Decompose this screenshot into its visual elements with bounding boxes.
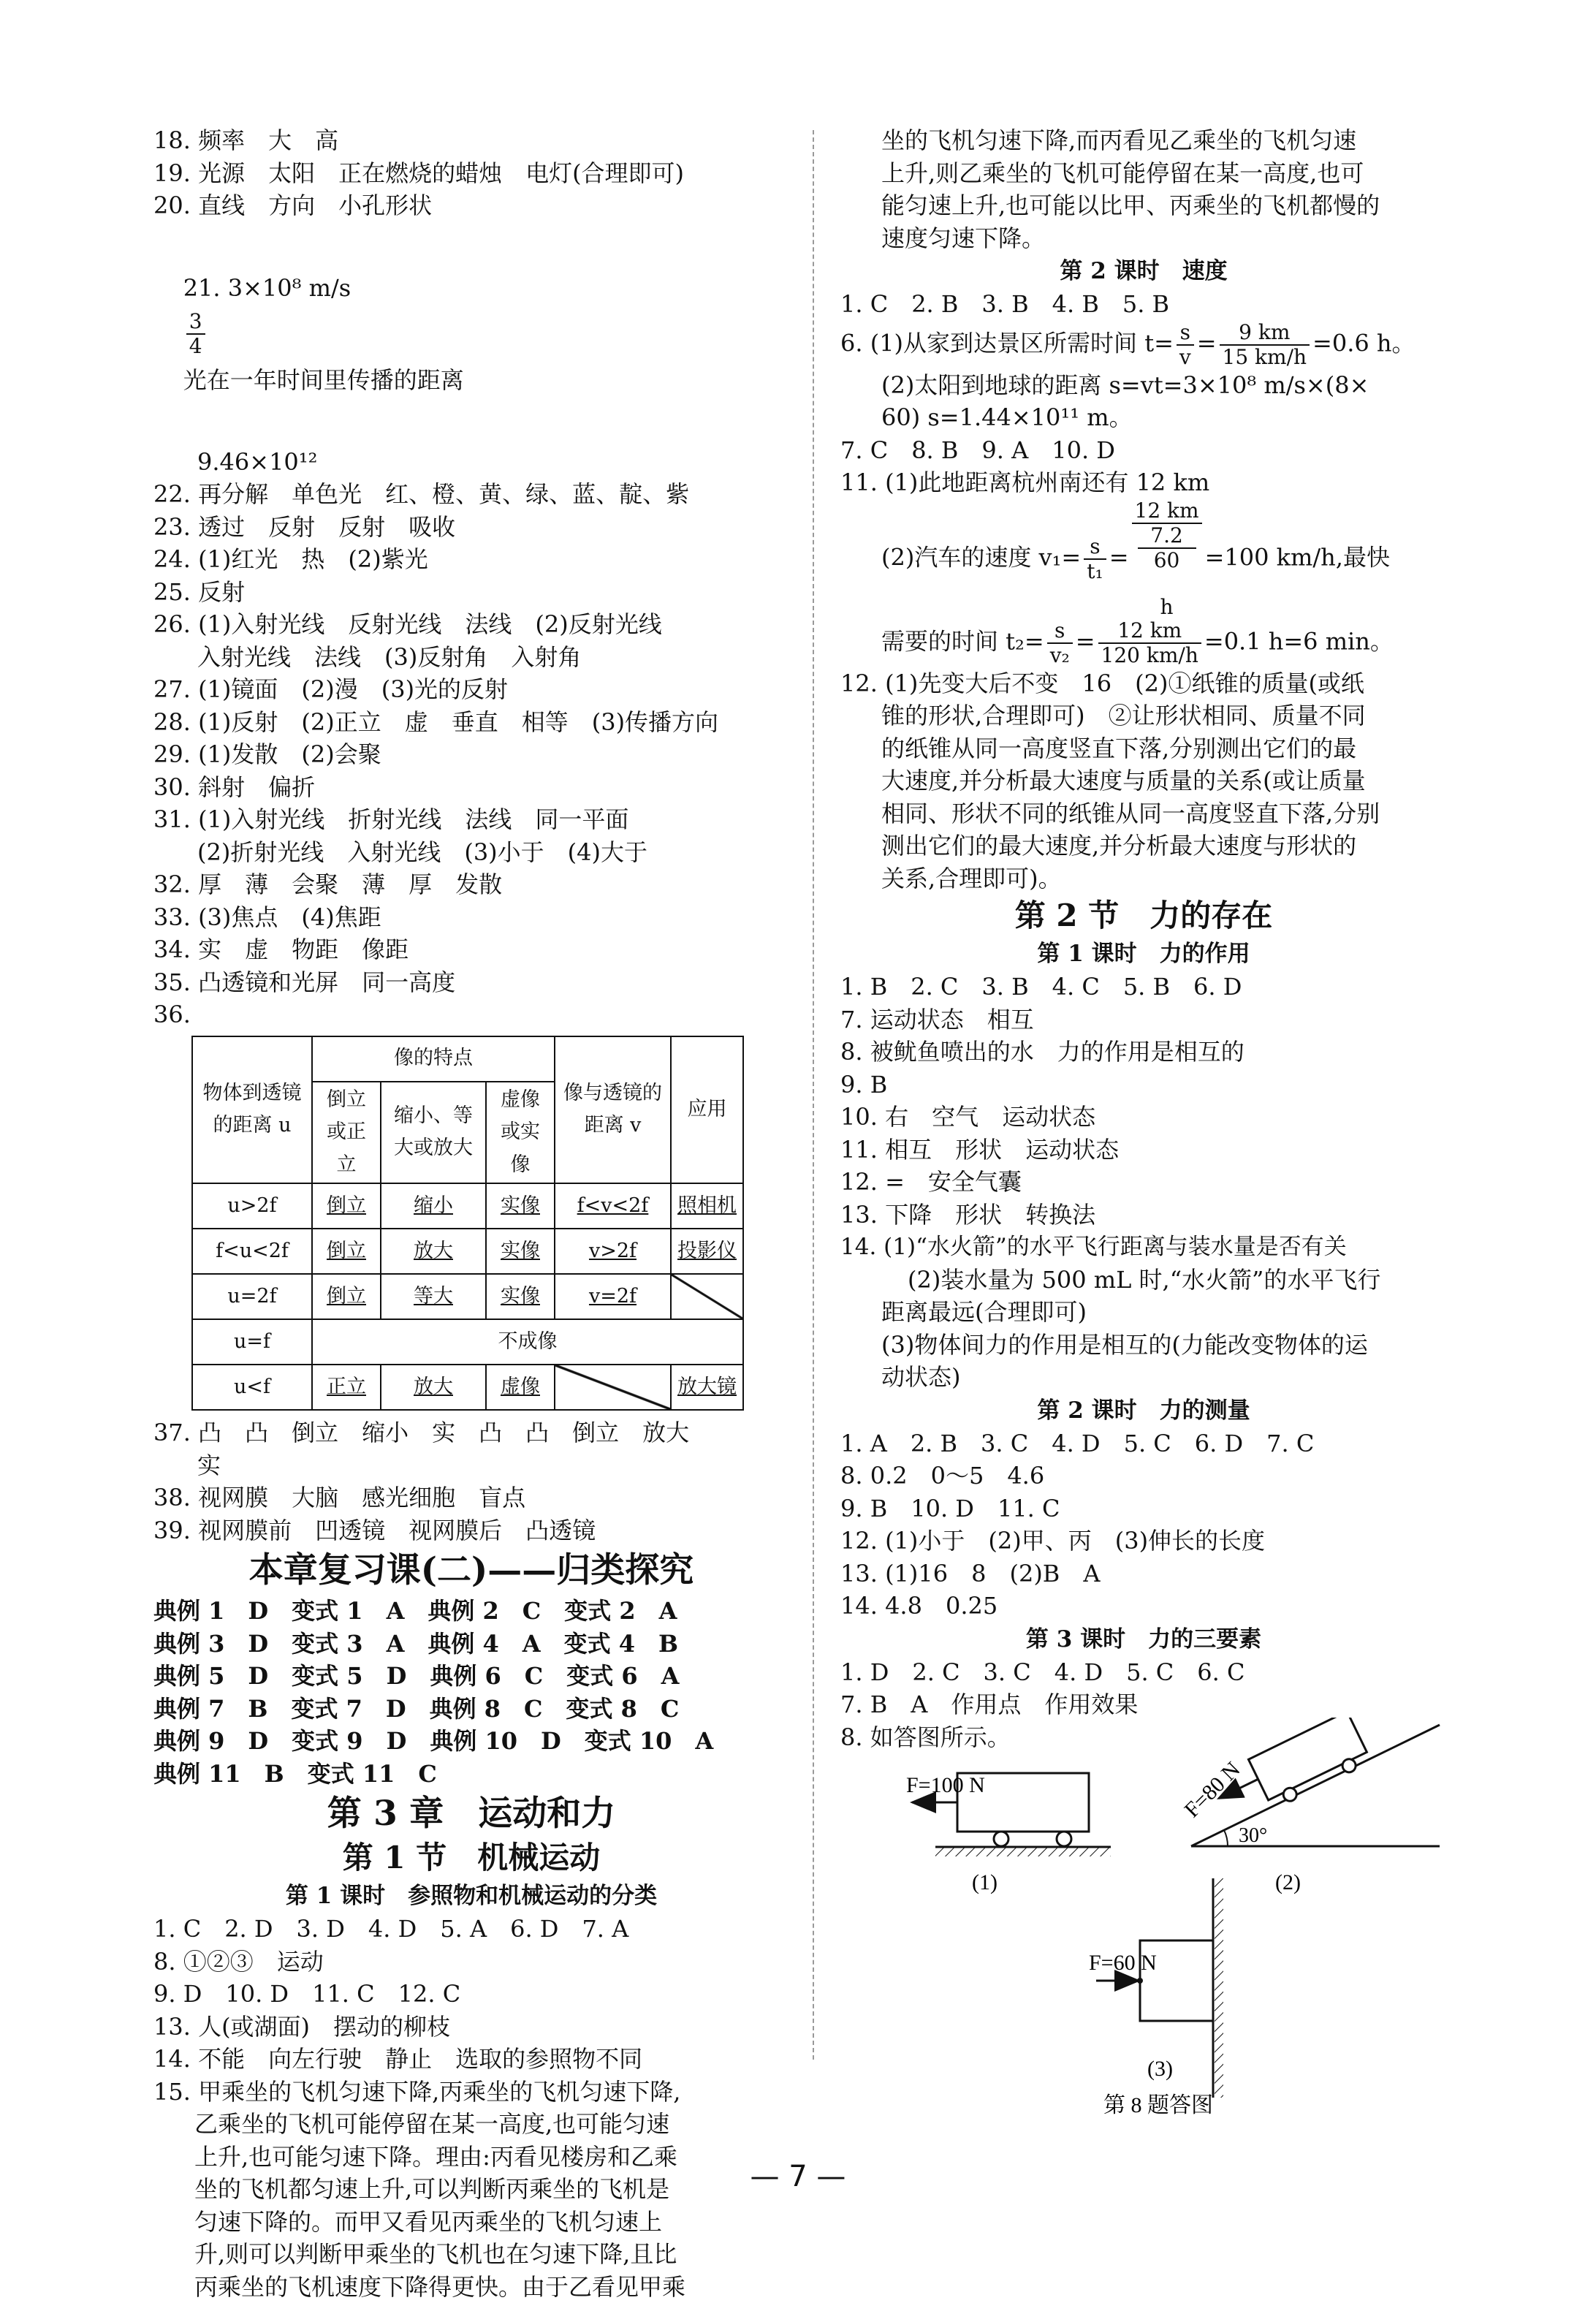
answer-line: 9. B 10. D 11. C xyxy=(840,1492,1447,1525)
answer-line: 距离最远(合理即可) xyxy=(840,1296,1447,1329)
answer-line: 8. 如答图所示。 xyxy=(840,1721,1447,1754)
answer-line: 7. B A 作用点 作用效果 xyxy=(840,1688,1447,1721)
answer-line: 1. D 2. C 3. C 4. D 5. C 6. C xyxy=(840,1656,1447,1689)
table-header-row xyxy=(192,1036,743,1082)
fraction-num: 12 km xyxy=(1098,619,1201,644)
answer-line: 25. 反射 xyxy=(153,576,789,609)
answer-line: 9. B xyxy=(840,1069,1447,1101)
ground-hatch xyxy=(935,1848,1111,1856)
answer-line: 34. 实 虚 物距 像距 xyxy=(153,933,789,966)
table-cell: v>2f xyxy=(555,1229,671,1274)
answer-line: 33. (3)焦点 (4)焦距 xyxy=(153,901,789,934)
fraction-num: s xyxy=(1047,619,1073,644)
answer-line: 丙乘坐的飞机速度下降得更快。由于乙看见甲乘 xyxy=(153,2271,789,2303)
answer-line: 匀速下降的。而甲又看见丙乘坐的飞机匀速上 xyxy=(153,2206,789,2239)
diagram-1 xyxy=(906,1773,1111,1894)
table-cell: 实像 xyxy=(486,1274,555,1319)
answer-line: 27. (1)镜面 (2)漫 (3)光的反射 xyxy=(153,673,789,706)
left-column xyxy=(153,124,789,2303)
answer-line: 35. 凸透镜和光屏 同一高度 xyxy=(153,966,789,999)
table-cell: f<u<2f xyxy=(192,1229,312,1274)
answer-line: 速度匀速下降。 xyxy=(840,222,1447,255)
caption-2: (2) xyxy=(1275,1870,1301,1894)
answer-line: 7. C 8. B 9. A 10. D xyxy=(840,434,1447,467)
answer-line: 1. B 2. C 3. B 4. C 5. B 6. D xyxy=(840,971,1447,1003)
answer-line: (3)物体间力的作用是相互的(力能改变物体的运 xyxy=(840,1329,1447,1362)
answer-line: 24. (1)红光 热 (2)紫光 xyxy=(153,543,789,576)
answer-line: 15. 甲乘坐的飞机匀速下降,丙乘坐的飞机匀速下降, xyxy=(153,2076,789,2109)
fraction xyxy=(186,310,205,358)
table-cell: 放大 xyxy=(381,1365,486,1410)
answer-line: 的纸锥从同一高度竖直下落,分别测出它们的最 xyxy=(840,732,1447,765)
diagram-2 xyxy=(1180,1718,1440,1894)
answer-line: 1. C 2. D 3. D 4. D 5. A 6. D 7. A xyxy=(153,1913,789,1946)
table-cell: 等大 xyxy=(381,1274,486,1319)
answer-line: (2)装水量为 500 mL 时,“水火箭”的水平飞行 xyxy=(840,1264,1447,1297)
wheel xyxy=(1057,1832,1071,1846)
fraction xyxy=(1132,499,1202,619)
answer-line: 8. 0.2 0～5 4.6 xyxy=(840,1460,1447,1492)
lesson-title: 第 2 课时 速度 xyxy=(840,254,1447,288)
fraction-den-compound xyxy=(1132,524,1202,619)
angle-arc xyxy=(1224,1830,1228,1846)
answer-line: 7. 运动状态 相互 xyxy=(840,1003,1447,1036)
answer-line: 13. 人(或湖面) 摆动的柳枝 xyxy=(153,2011,789,2044)
table-cell: 实像 xyxy=(486,1183,555,1229)
answer-line: 14. 4.8 0.25 xyxy=(840,1590,1447,1623)
answer-line: 31. (1)入射光线 折射光线 法线 同一平面 xyxy=(153,803,789,836)
equals: = xyxy=(1197,329,1217,357)
answer-line: 上升,也可能匀速下降。理由:丙看见楼房和乙乘 xyxy=(153,2141,789,2174)
table-cell-slashed xyxy=(555,1365,671,1410)
table-cell: 倒立 xyxy=(312,1183,381,1229)
fraction xyxy=(1220,321,1310,369)
answer-line: 大速度,并分析最大速度与质量的关系(或让质量 xyxy=(840,764,1447,797)
answer-line: 13. (1)16 8 (2)B A xyxy=(840,1558,1447,1590)
answer-line: 9.46×10¹² xyxy=(153,446,789,479)
answer-line: 能匀速上升,也可能以比甲、丙乘坐的飞机都慢的 xyxy=(840,189,1447,222)
table-cell: 放大 xyxy=(381,1229,486,1274)
l11c-post: =0.1 h=6 min。 xyxy=(1204,627,1394,655)
answer-line: 上升,则乙乘坐的飞机可能停留在某一高度,也可 xyxy=(840,157,1447,190)
diagram-3 xyxy=(1089,1878,1223,2117)
column-divider xyxy=(813,130,814,2060)
l11b-post: =100 km/h,最快 xyxy=(1205,543,1390,571)
fraction xyxy=(1098,619,1201,667)
table-header-cell: 倒立或正立 xyxy=(312,1082,381,1184)
table-cell: u=2f xyxy=(192,1274,312,1319)
answer-line: 12. (1)小于 (2)甲、丙 (3)伸长的长度 xyxy=(840,1525,1447,1558)
l6-post: =0.6 h。 xyxy=(1312,329,1416,357)
fraction-den: 60 xyxy=(1138,549,1196,572)
fraction-num: s xyxy=(1084,535,1106,560)
answer-line: 坐的飞机匀速下降,而丙看见乙乘坐的飞机匀速 xyxy=(840,124,1447,157)
table-cell: u>2f xyxy=(192,1183,312,1229)
answer-line: 36. xyxy=(153,998,789,1031)
force-label: F=100 N xyxy=(906,1773,985,1797)
answer-line: 39. 视网膜前 凹透镜 视网膜后 凸透镜 xyxy=(153,1514,789,1547)
table-cell: 照相机 xyxy=(671,1183,743,1229)
l6-pre: 6. (1)从家到达景区所需时间 t= xyxy=(840,329,1174,357)
fraction xyxy=(1135,524,1199,572)
answer-line-11b: (2)汽车的速度 v₁= $\frac{s}{\text{t₁}}$ = 12 km 7.2 60 h =100 km/h,最快 xyxy=(840,499,1447,619)
table-header-cell: 物体到透镜的距离 u xyxy=(192,1036,312,1184)
table-cell: f<v<2f xyxy=(555,1183,671,1229)
page-number: — 7 — xyxy=(0,2160,1596,2193)
table-header-cell: 像的特点 xyxy=(312,1036,555,1082)
table-cell: 倒立 xyxy=(312,1229,381,1274)
force-label: F=80 N xyxy=(1180,1757,1245,1822)
answer-line: 典例 5 D 变式 5 D 典例 6 C 变式 6 A xyxy=(153,1660,789,1693)
right-column xyxy=(840,124,1447,1753)
table-row xyxy=(192,1365,743,1410)
table-row xyxy=(192,1274,743,1319)
answer-line: 30. 斜射 偏折 xyxy=(153,771,789,804)
answer-line: 9. D 10. D 11. C 12. C xyxy=(153,1978,789,2011)
answer-line: 锥的形状,合理即可) ②让形状相同、质量不同 xyxy=(840,699,1447,732)
caption-3: (3) xyxy=(1147,2057,1173,2081)
lens-table xyxy=(191,1036,744,1411)
l21-pre: 21. 3×10⁸ m/s xyxy=(183,274,352,302)
answer-line: 18. 频率 大 高 xyxy=(153,124,789,157)
answer-line: 8. ①②③ 运动 xyxy=(153,1946,789,1978)
table-header-cell: 虚像或实像 xyxy=(486,1082,555,1184)
l11c-pre: 需要的时间 t₂= xyxy=(881,627,1044,655)
answer-line: 坐的飞机都匀速上升,可以判断丙乘坐的飞机是 xyxy=(153,2173,789,2206)
fraction xyxy=(1177,321,1194,369)
answer-line: 12. (1)先变大后不变 16 (2)①纸锥的质量(或纸 xyxy=(840,667,1447,700)
answer-line: 典例 3 D 变式 3 A 典例 4 A 变式 4 B xyxy=(153,1628,789,1661)
answer-line: 典例 1 D 变式 1 A 典例 2 C 变式 2 A xyxy=(153,1595,789,1628)
fraction-num: 9 km xyxy=(1220,321,1310,346)
answer-line: 19. 光源 太阳 正在燃烧的蜡烛 电灯(合理即可) xyxy=(153,157,789,190)
answer-line: 乙乘坐的飞机可能停留在某一高度,也可能匀速 xyxy=(153,2108,789,2141)
fraction-den: 120 km/h xyxy=(1098,644,1201,667)
action-point xyxy=(1137,1978,1143,1984)
fraction-num: s xyxy=(1177,321,1194,346)
answer-line: 关系,合理即可)。 xyxy=(840,862,1447,895)
table-header-cell: 缩小、等大或放大 xyxy=(381,1082,486,1184)
force-diagram xyxy=(877,1718,1476,2127)
answer-line: 11. 相互 形状 运动状态 xyxy=(840,1134,1447,1166)
answer-line: 14. (1)“水火箭”的水平飞行距离与装水量是否有关 xyxy=(840,1231,1447,1264)
answer-line: 60) s=1.44×10¹¹ m。 xyxy=(840,401,1447,434)
section-title: 第 1 节 机械运动 xyxy=(153,1838,789,1878)
answer-line: 实 xyxy=(153,1449,789,1482)
answer-line: (2)太阳到地球的距离 s=vt=3×10⁸ m/s×(8× xyxy=(840,369,1447,402)
fraction-num: 12 km xyxy=(1132,499,1202,524)
fraction-den: 15 km/h xyxy=(1220,346,1310,369)
answer-line-11c: 需要的时间 t₂= $\frac{s}{\text{v₂}}$ = $\frac{12 km}{120 km/h}$ =0.1 h=6 min。 xyxy=(840,619,1447,667)
table-cell: 正立 xyxy=(312,1365,381,1410)
angle-label: 30° xyxy=(1239,1824,1267,1847)
table-cell: 投影仪 xyxy=(671,1229,743,1274)
answer-line: 1. A 2. B 3. C 4. D 5. C 6. D 7. C xyxy=(840,1427,1447,1460)
answer-line: 典例 7 B 变式 7 D 典例 8 C 变式 8 C xyxy=(153,1693,789,1726)
answer-line: 29. (1)发散 (2)会聚 xyxy=(153,738,789,771)
answer-line: 入射光线 法线 (3)反射角 入射角 xyxy=(153,641,789,674)
answer-line: 11. (1)此地距离杭州南还有 12 km xyxy=(840,466,1447,499)
wall-hatch xyxy=(1215,1878,1223,2098)
review-title: 本章复习课(二)——归类探究 xyxy=(153,1549,789,1592)
answer-line: 8. 被鱿鱼喷出的水 力的作用是相互的 xyxy=(840,1036,1447,1069)
table-header-cell: 像与透镜的距离 v xyxy=(555,1036,671,1184)
answer-line-21 xyxy=(153,222,789,446)
answer-line: 相同、形状不同的纸锥从同一高度竖直下落,分别 xyxy=(840,797,1447,830)
unit: h xyxy=(1135,596,1199,619)
chapter-title: 第 3 章 运动和力 xyxy=(153,1793,789,1835)
l11b-pre: (2)汽车的速度 v₁= xyxy=(881,543,1081,571)
table-cell: 不成像 xyxy=(312,1319,743,1365)
wheel xyxy=(994,1832,1008,1846)
table-cell: u=f xyxy=(192,1319,312,1365)
answer-line: 22. 再分解 单色光 红、橙、黄、绿、蓝、靛、紫 xyxy=(153,478,789,511)
answer-line: 32. 厚 薄 会聚 薄 厚 发散 xyxy=(153,868,789,901)
table-cell: 虚像 xyxy=(486,1365,555,1410)
table-cell-slashed xyxy=(671,1274,743,1319)
table-cell: 缩小 xyxy=(381,1183,486,1229)
answer-line: (2)折射光线 入射光线 (3)小于 (4)大于 xyxy=(153,836,789,869)
fraction-den: v xyxy=(1177,346,1194,369)
fraction xyxy=(1084,535,1106,583)
answer-line: 10. 右 空气 运动状态 xyxy=(840,1101,1447,1134)
lesson-title: 第 3 课时 力的三要素 xyxy=(840,1623,1447,1656)
answer-line: 升,则可以判断甲乘坐的飞机也在匀速下降,且比 xyxy=(153,2238,789,2271)
table-cell: 倒立 xyxy=(312,1274,381,1319)
fraction-den: v₂ xyxy=(1047,644,1073,667)
table-cell: u<f xyxy=(192,1365,312,1410)
force-label: F=60 N xyxy=(1089,1951,1157,1975)
answer-line: 1. C 2. B 3. B 4. B 5. B xyxy=(840,288,1447,321)
fraction-den: t₁ xyxy=(1084,560,1106,583)
answer-line: 典例 11 B 变式 11 C xyxy=(153,1758,789,1791)
table-cell: v=2f xyxy=(555,1274,671,1319)
lesson-title: 第 1 课时 参照物和机械运动的分类 xyxy=(153,1879,789,1913)
fraction xyxy=(1047,619,1073,667)
answer-line: 23. 透过 反射 反射 吸收 xyxy=(153,511,789,544)
table-row xyxy=(192,1229,743,1274)
answer-line: 典例 9 D 变式 9 D 典例 10 D 变式 10 A xyxy=(153,1725,789,1758)
answer-line: 12. = 安全气囊 xyxy=(840,1166,1447,1199)
answer-line: 13. 下降 形状 转换法 xyxy=(840,1199,1447,1232)
answer-line: 37. 凸 凸 倒立 缩小 实 凸 凸 倒立 放大 xyxy=(153,1416,789,1449)
lesson-title: 第 2 课时 力的测量 xyxy=(840,1394,1447,1427)
l21-post: 光在一年时间里传播的距离 xyxy=(183,366,464,394)
fraction-num: 3 xyxy=(186,310,205,335)
table-row xyxy=(192,1319,743,1365)
table-cell: 放大镜 xyxy=(671,1365,743,1410)
answer-line: 20. 直线 方向 小孔形状 xyxy=(153,189,789,222)
figure-caption: 第 8 题答图 xyxy=(1103,2093,1213,2117)
answer-line-6 xyxy=(840,321,1447,369)
section-title: 第 2 节 力的存在 xyxy=(840,896,1447,936)
table-row xyxy=(192,1183,743,1229)
answer-line: 测出它们的最大速度,并分析最大速度与形状的 xyxy=(840,830,1447,862)
fraction-den: 4 xyxy=(186,335,205,358)
answer-line: 14. 不能 向左行驶 静止 选取的参照物不同 xyxy=(153,2043,789,2076)
table-cell: 实像 xyxy=(486,1229,555,1274)
answer-line: 动状态) xyxy=(840,1361,1447,1394)
caption-1: (1) xyxy=(972,1870,997,1894)
lesson-title: 第 1 课时 力的作用 xyxy=(840,937,1447,971)
table-header-cell: 应用 xyxy=(671,1036,743,1184)
answer-line: 38. 视网膜 大脑 感光细胞 盲点 xyxy=(153,1481,789,1514)
answer-line: 26. (1)入射光线 反射光线 法线 (2)反射光线 xyxy=(153,608,789,641)
fraction-num: 7.2 xyxy=(1138,524,1196,549)
answer-line: 28. (1)反射 (2)正立 虚 垂直 相等 (3)传播方向 xyxy=(153,706,789,739)
